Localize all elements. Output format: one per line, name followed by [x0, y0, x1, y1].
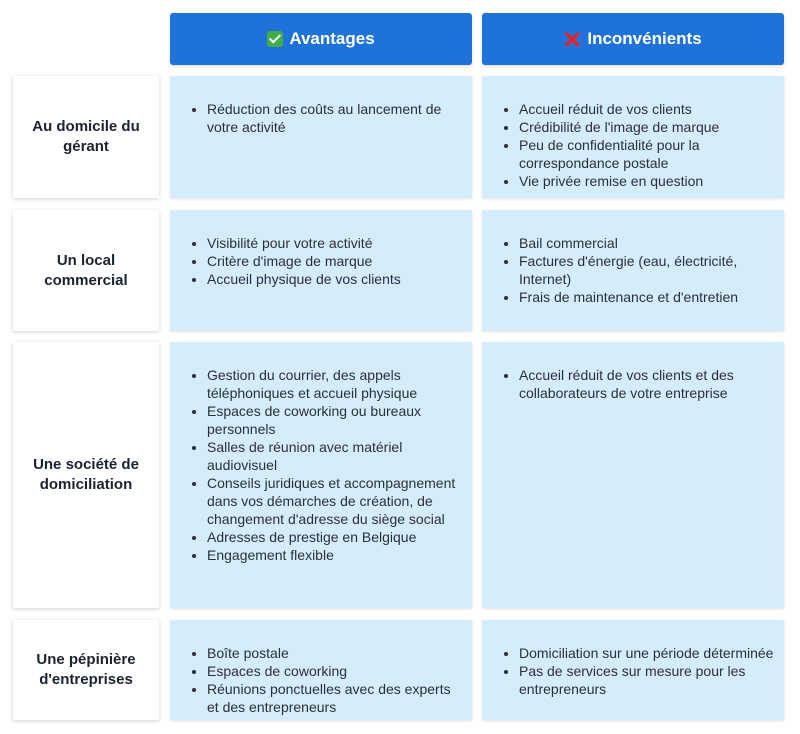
list-item: • Réduction des coûts au lancement de votre activité — [207, 100, 462, 136]
list-item: • Domiciliation sur une période déterminée — [519, 644, 774, 662]
advantages-cell-domicile — [170, 76, 472, 198]
advantages-list — [190, 366, 462, 564]
advantages-list — [190, 234, 462, 288]
list-item: • Crédibilité de l'image de marque — [519, 118, 774, 136]
list-item: • Adresses de prestige en Belgique — [207, 528, 462, 546]
list-item: • Gestion du courrier, des appels téléphoniques et accueil physique — [207, 366, 462, 402]
row-label-local-commercial: Un local commercial — [13, 210, 159, 331]
list-item: • Bail commercial — [519, 234, 774, 252]
list-item: • Boîte postale — [207, 644, 462, 662]
list-item: • Factures d'énergie (eau, électricité, Internet) — [519, 252, 774, 288]
disadvantages-cell-domicile — [482, 76, 784, 198]
list-item: • Critère d'image de marque — [207, 252, 462, 270]
list-item: • Accueil réduit de vos clients — [519, 100, 774, 118]
list-item: • Conseils juridiques et accompagnement dans vos démarches de création, de changement d'adresse du siège social — [207, 474, 462, 528]
disadvantages-list — [502, 644, 774, 698]
list-item: • Vie privée remise en question — [519, 172, 774, 190]
header-advantages-label: Avantages — [289, 29, 375, 48]
advantages-cell-pepiniere — [170, 620, 472, 720]
advantages-list — [190, 100, 462, 136]
list-item: • Espaces de coworking — [207, 662, 462, 680]
disadvantages-cell-domiciliation — [482, 342, 784, 608]
check-icon — [267, 31, 283, 47]
row-label-pepiniere: Une pépinière d'entreprises — [13, 620, 159, 720]
list-item: • Accueil réduit de vos clients et des collaborateurs de votre entreprise — [519, 366, 774, 402]
list-item: • Visibilité pour votre activité — [207, 234, 462, 252]
disadvantages-list — [502, 100, 774, 190]
list-item: • Peu de confidentialité pour la correspondance postale — [519, 136, 774, 172]
row-label-domiciliation: Une société de domiciliation — [13, 342, 159, 608]
list-item: • Réunions ponctuelles avec des experts et des entrepreneurs — [207, 680, 462, 716]
row-label-domicile: Au domicile du gérant — [13, 76, 159, 198]
header-disadvantages — [482, 13, 784, 65]
list-item: • Espaces de coworking ou bureaux personnels — [207, 402, 462, 438]
header-disadvantages-label: Inconvénients — [587, 29, 702, 48]
list-item: • Engagement flexible — [207, 546, 462, 564]
cross-icon — [564, 31, 581, 48]
header-advantages — [170, 13, 472, 65]
advantages-cell-domiciliation — [170, 342, 472, 608]
list-item: • Accueil physique de vos clients — [207, 270, 462, 288]
disadvantages-cell-local-commercial — [482, 210, 784, 331]
disadvantages-list — [502, 366, 774, 402]
list-item: • Pas de services sur mesure pour les entrepreneurs — [519, 662, 774, 698]
list-item: • Salles de réunion avec matériel audiovisuel — [207, 438, 462, 474]
advantages-list — [190, 644, 462, 716]
advantages-cell-local-commercial — [170, 210, 472, 331]
disadvantages-list — [502, 234, 774, 306]
list-item: • Frais de maintenance et d'entretien — [519, 288, 774, 306]
disadvantages-cell-pepiniere — [482, 620, 784, 720]
